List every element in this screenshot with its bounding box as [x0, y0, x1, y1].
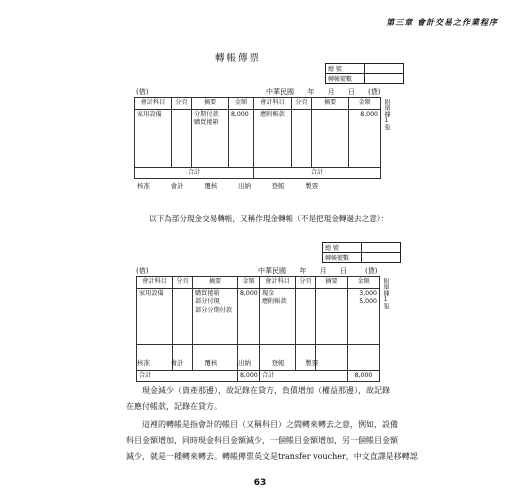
col-header: 金額 [229, 98, 254, 110]
sub-number-label: 轉帳號數 [326, 74, 365, 84]
col-header: 分頁 [296, 277, 316, 289]
debit-account: 家用設備 [135, 109, 172, 167]
memo-line: 分期付款 [194, 110, 219, 118]
text-line: 這裡的轉帳是指會計的帳目（又稱科目）之間轉來轉去之意，例如，設備 [142, 420, 398, 429]
col-header: 會計科目 [254, 98, 292, 110]
voucher1-table [134, 97, 381, 179]
text-line: 現金減少（資產那邊），故記錄在貸方，負債增加（權益那邊），故記錄 [142, 386, 390, 395]
mid-paragraph: 以下為部分現金交易轉帳，又稱作現金轉帳（不是把現金轉過去之意）： [149, 214, 389, 223]
memo-line: 購買捲箱 [194, 119, 219, 126]
voucher1-signers: 核准 會計 覆核 出納 登帳 製票 [137, 182, 319, 190]
voucher2-number-box [322, 242, 401, 263]
text-line: 在應付帳款，記錄在貸方。 [126, 402, 222, 411]
number-label: 總 號 [323, 243, 362, 253]
debit-total-label: 合計 [137, 370, 238, 382]
credit-total-amount: 8,000 [348, 370, 380, 382]
voucher1-number-box [325, 63, 404, 84]
col-header: 會計科目 [137, 277, 173, 289]
col-header: 會計科目 [135, 98, 172, 110]
memo-line: 購買捲箱 [195, 289, 220, 297]
voucher-title: 轉帳傳票 [215, 53, 262, 64]
memo-line: 部分分期付款 [195, 306, 233, 314]
col-header: 分頁 [292, 98, 312, 110]
col-header: 摘要 [192, 98, 229, 110]
credit-account [260, 288, 296, 344]
col-header: 摘要 [312, 98, 349, 110]
voucher2-debit-mark: (借) [136, 267, 149, 275]
debit-amount: 8,000 [229, 109, 254, 167]
sub-number-label: 轉帳號數 [323, 253, 362, 263]
amount-line: 5,000 [359, 298, 377, 305]
account-line: 應附帳款 [262, 298, 287, 305]
credit-amount: 8,000 [349, 109, 381, 167]
col-header: 摘要 [316, 277, 348, 289]
debit-amount: 8,000 [238, 288, 260, 344]
col-header: 分頁 [172, 98, 192, 110]
col-header: 金額 [349, 98, 381, 110]
account-line: 現金 [262, 289, 275, 297]
voucher1-credit-mark: (貸) [368, 88, 381, 96]
text-line: 科目金額增加，同時現金科目金額減少，一個帳目金額增加，另一個帳目金額 [126, 436, 398, 445]
voucher2-date: 中華民國 年 月 日 [258, 267, 348, 275]
text-line: 減少，就是一種轉來轉去。轉帳傳票英文是transfer voucher，中文直譯是移轉認 [126, 452, 418, 461]
voucher2-credit-mark: (貸) [365, 267, 378, 275]
credit-total-label: 合計 [260, 370, 348, 382]
debit-memo [192, 109, 229, 167]
voucher1-attach-label: 附單據1張 [383, 99, 390, 130]
paragraph-2 [126, 417, 426, 465]
voucher1-date: 中華民國 年 月 日 [266, 88, 356, 96]
amount-line: 3,000 [359, 289, 377, 297]
memo-line: 部分付現 [195, 298, 220, 305]
col-header: 會計科目 [260, 277, 296, 289]
col-header: 金額 [238, 277, 260, 289]
credit-account: 應附帳款 [254, 109, 292, 167]
paragraph-1 [126, 383, 426, 415]
debit-account: 家用設備 [137, 288, 173, 344]
debit-total-label: 合計 [135, 167, 254, 179]
col-header: 摘要 [193, 277, 238, 289]
col-header: 分頁 [173, 277, 193, 289]
col-header: 金額 [348, 277, 380, 289]
voucher2-attach-label: 附單據1張 [382, 278, 389, 309]
voucher1-debit-mark: (借) [136, 88, 149, 96]
chapter-header: 第三章 會計交易之作業程序 [386, 18, 498, 27]
page-number: 63 [253, 478, 267, 488]
number-label: 總 號 [326, 64, 365, 74]
debit-memo [193, 288, 238, 344]
debit-total-amount: 8,000 [238, 370, 260, 382]
voucher2-signers: 核准 會計 覆核 出納 登帳 製票 [137, 359, 319, 367]
credit-total-label: 合計 [254, 167, 381, 179]
credit-amount [348, 288, 380, 344]
